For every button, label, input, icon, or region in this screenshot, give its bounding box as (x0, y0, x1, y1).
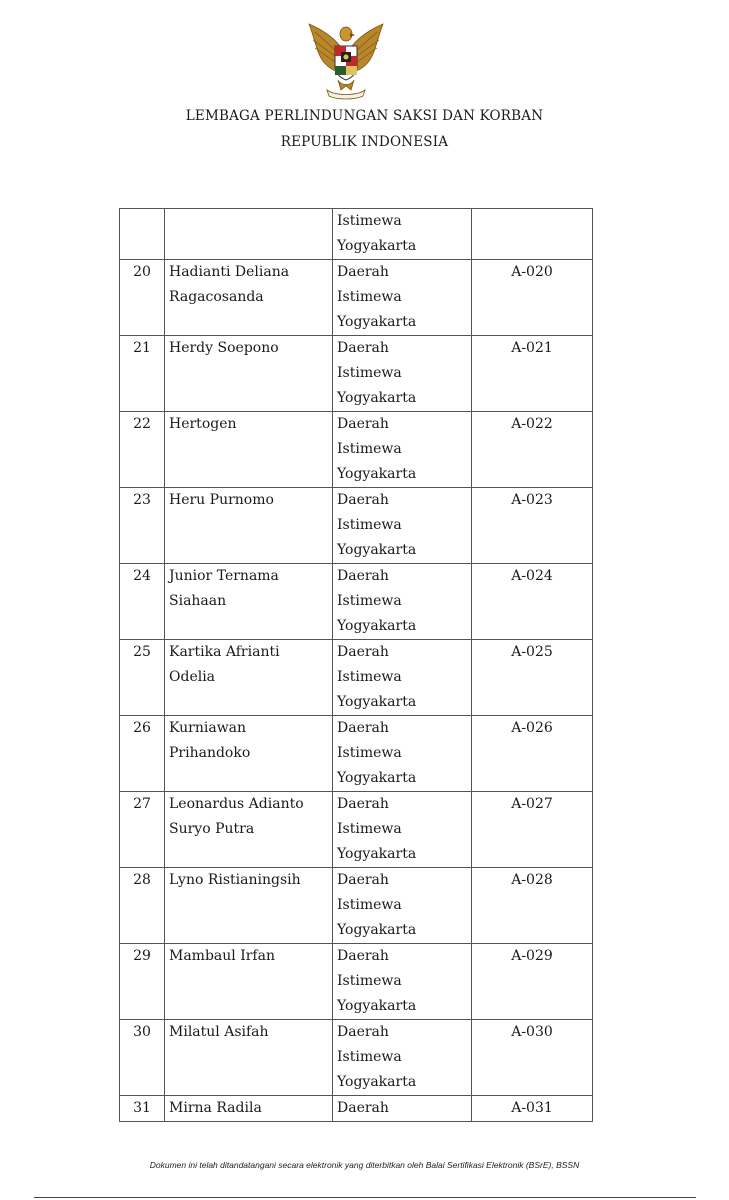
table-row (120, 564, 593, 640)
location-line: Daerah (337, 796, 389, 812)
cell-location (333, 792, 472, 868)
location-line: Daerah (337, 1024, 389, 1040)
table-row (120, 868, 593, 944)
location-line: Yogyakarta (337, 998, 417, 1014)
cell-no: 23 (120, 488, 165, 564)
cell-name: Mirna Radila (165, 1096, 333, 1122)
cell-name: Hadianti Deliana Ragacosanda (165, 260, 333, 336)
table-row (120, 1020, 593, 1096)
org-name-line2: REPUBLIK INDONESIA (280, 134, 449, 150)
cell-no: 20 (120, 260, 165, 336)
cell-no: 26 (120, 716, 165, 792)
location-line: Daerah (337, 948, 389, 964)
cell-code: A-023 (472, 488, 593, 564)
table-row (120, 336, 593, 412)
location-line: Istimewa (337, 593, 402, 609)
location-line: Yogyakarta (337, 238, 417, 254)
table-row (120, 792, 593, 868)
cell-code: A-030 (472, 1020, 593, 1096)
cell-no: 28 (120, 868, 165, 944)
table-row (120, 412, 593, 488)
cell-location (333, 488, 472, 564)
location-line: Yogyakarta (337, 390, 417, 406)
cell-name: Heru Purnomo (165, 488, 333, 564)
cell-no: 31 (120, 1096, 165, 1122)
location-line: Istimewa (337, 897, 402, 913)
location-line: Daerah (337, 264, 389, 280)
table-row (120, 260, 593, 336)
cell-name (165, 209, 333, 260)
table-row (120, 944, 593, 1020)
location-line: Daerah (337, 1100, 389, 1116)
table-row-continued (120, 209, 593, 260)
cell-location (333, 412, 472, 488)
location-line: Istimewa (337, 517, 402, 533)
cell-code (472, 209, 593, 260)
cell-location (333, 260, 472, 336)
cell-name: Kartika Afrianti Odelia (165, 640, 333, 716)
cell-code: A-027 (472, 792, 593, 868)
roster-body (120, 209, 593, 1122)
location-line: Daerah (337, 340, 389, 356)
location-line: Daerah (337, 720, 389, 736)
location-line: Yogyakarta (337, 846, 417, 862)
location-line: Yogyakarta (337, 694, 417, 710)
cell-no: 29 (120, 944, 165, 1020)
cell-location (333, 944, 472, 1020)
cell-code: A-025 (472, 640, 593, 716)
cell-no: 22 (120, 412, 165, 488)
footer-divider (34, 1197, 696, 1198)
location-line: Istimewa (337, 365, 402, 381)
location-line: Daerah (337, 492, 389, 508)
cell-location (333, 209, 472, 260)
cell-location (333, 1020, 472, 1096)
table-row (120, 716, 593, 792)
location-line: Daerah (337, 644, 389, 660)
location-line: Yogyakarta (337, 1074, 417, 1090)
location-line: Istimewa (337, 441, 402, 457)
location-line: Daerah (337, 416, 389, 432)
cell-name: Herdy Soepono (165, 336, 333, 412)
table-row (120, 640, 593, 716)
location-line: Yogyakarta (337, 314, 417, 330)
location-line: Yogyakarta (337, 922, 417, 938)
witness-roster-table (119, 208, 593, 1122)
cell-no: 30 (120, 1020, 165, 1096)
cell-code: A-021 (472, 336, 593, 412)
cell-name: Leonardus Adianto Suryo Putra (165, 792, 333, 868)
cell-location (333, 1096, 472, 1122)
cell-code: A-029 (472, 944, 593, 1020)
location-line: Istimewa (337, 745, 402, 761)
cell-no: 25 (120, 640, 165, 716)
location-line: Daerah (337, 872, 389, 888)
cell-name: Hertogen (165, 412, 333, 488)
cell-no (120, 209, 165, 260)
cell-location (333, 640, 472, 716)
cell-location (333, 716, 472, 792)
cell-location (333, 336, 472, 412)
table-row (120, 1096, 593, 1122)
location-line: Istimewa (337, 669, 402, 685)
cell-code: A-026 (472, 716, 593, 792)
cell-location (333, 564, 472, 640)
cell-location (333, 868, 472, 944)
location-line: Yogyakarta (337, 466, 417, 482)
cell-code: A-028 (472, 868, 593, 944)
cell-code: A-020 (472, 260, 593, 336)
cell-name: Milatul Asifah (165, 1020, 333, 1096)
location-line: Yogyakarta (337, 618, 417, 634)
cell-code: A-024 (472, 564, 593, 640)
signature-note: Dokumen ini telah ditandatangani secara elektronik yang diterbitkan oleh Balai Sertifikasi Elektronik (BSrE), BSSN (149, 1160, 580, 1170)
cell-code: A-031 (472, 1096, 593, 1122)
location-line: Daerah (337, 568, 389, 584)
cell-no: 27 (120, 792, 165, 868)
cell-name: Mambaul Irfan (165, 944, 333, 1020)
cell-no: 21 (120, 336, 165, 412)
cell-name: Junior Ternama Siahaan (165, 564, 333, 640)
location-line: Istimewa (337, 213, 402, 229)
location-line: Yogyakarta (337, 542, 417, 558)
cell-no: 24 (120, 564, 165, 640)
garuda-emblem-icon (305, 20, 387, 100)
location-line: Istimewa (337, 289, 402, 305)
cell-code: A-022 (472, 412, 593, 488)
cell-name: Lyno Ristianingsih (165, 868, 333, 944)
cell-name: Kurniawan Prihandoko (165, 716, 333, 792)
org-name-line1: LEMBAGA PERLINDUNGAN SAKSI DAN KORBAN (185, 108, 544, 124)
location-line: Istimewa (337, 821, 402, 837)
location-line: Istimewa (337, 973, 402, 989)
location-line: Yogyakarta (337, 770, 417, 786)
table-row (120, 488, 593, 564)
location-line: Istimewa (337, 1049, 402, 1065)
